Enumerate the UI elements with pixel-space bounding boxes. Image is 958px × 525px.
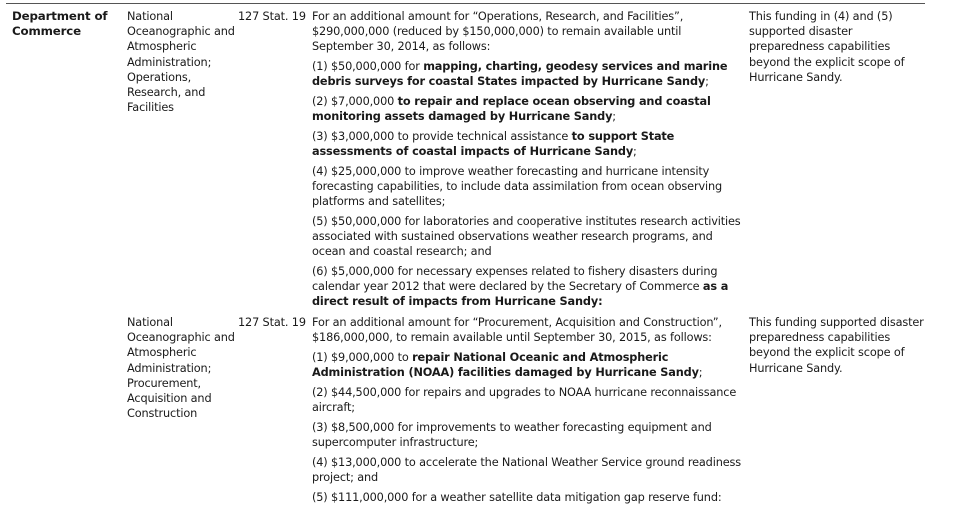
item-text: (1) $9,000,000 to: [312, 350, 413, 364]
table-row: [6, 4, 925, 310]
description-cell: [312, 9, 742, 314]
item-tail: ;: [633, 145, 637, 159]
description-item: [312, 420, 742, 450]
item-text: (5) $50,000,000 for laboratories and cooperative institutes research activities associated with sustained observations weather research programs, and ocean and coastal research; and: [312, 214, 741, 259]
description-item: [312, 59, 742, 89]
item-text: (3) $8,500,000 for improvements to weather forecasting equipment and supercomputer infrastructure;: [312, 420, 712, 449]
description-item: [312, 385, 742, 415]
item-text: (2) $7,000,000: [312, 95, 398, 109]
description-item: [312, 164, 742, 210]
description-item: [312, 490, 742, 505]
item-tail: ;: [698, 366, 703, 380]
item-tail: ;: [612, 110, 616, 124]
item-text: (4) $25,000,000 to improve weather forecasting and hurricane intensity forecasting capabilities, to include data assimilation from ocean observing platforms and satellites;: [312, 164, 722, 209]
description-item: [312, 129, 742, 159]
description-cell: [312, 315, 742, 509]
item-bold-text: to support State assessments of coastal impacts of Hurricane Sandy: [312, 129, 675, 159]
item-bold-text: mapping, charting, geodesy services and marine debris surveys for coastal States impacted by Hurricane Sandy: [312, 60, 728, 89]
description-item: [312, 455, 742, 485]
account-cell: National Oceanographic and Atmospheric Administration; Operations, Research, and Facilities: [127, 10, 235, 115]
table-row: [6, 310, 925, 510]
item-text: (4) $13,000,000 to accelerate the National Weather Service ground readiness project; and: [312, 455, 741, 484]
item-text: (2) $44,500,000 for repairs and upgrades to NOAA hurricane reconnaissance aircraft;: [312, 385, 737, 415]
item-bold-text: repair National Oceanic and Atmospheric Administration (NOAA) facilities damaged by Hurricane Sandy: [312, 350, 699, 380]
description-intro: For an additional amount for “Operations, Research, and Facilities”, $290,000,000 (reduced by $150,000,000) to remain available until September 30, 2014, as follows:: [312, 10, 684, 54]
note-cell: This funding supported disaster preparedness capabilities beyond the explicit scope of Hurricane Sandy.: [749, 316, 924, 375]
item-text: (1) $50,000,000 for: [312, 60, 424, 74]
appropriations-table: [6, 3, 925, 510]
description-item: [312, 94, 742, 124]
description-item: [312, 264, 742, 310]
item-text: (6) $5,000,000 for necessary expenses related to fishery disasters during calendar year 2012 that were declared by the Secretary of Commerce: [312, 265, 718, 294]
description-item: [312, 350, 742, 380]
item-bold-text: as a direct result of impacts from Hurricane Sandy:: [312, 280, 729, 309]
citation-cell: 127 Stat. 19: [238, 316, 306, 329]
department-cell: Department of Commerce: [12, 9, 108, 39]
description-intro: For an additional amount for “Procurement, Acquisition and Construction”, $186,000,000, to remain available until September 30, 2015, as follows:: [312, 316, 722, 345]
citation-cell: 127 Stat. 19: [238, 10, 306, 23]
description-item: [312, 214, 742, 260]
item-tail: ;: [705, 75, 709, 89]
item-text: (3) $3,000,000 to provide technical assistance: [312, 129, 572, 143]
item-text: (5) $111,000,000 for a weather satellite data mitigation gap reserve fund:: [312, 490, 722, 504]
account-cell: National Oceanographic and Atmospheric Administration; Procurement, Acquisition and Construction: [127, 316, 235, 421]
item-bold-text: to repair and replace ocean observing and coastal monitoring assets damaged by Hurricane Sandy: [312, 95, 711, 124]
note-cell: This funding in (4) and (5) supported disaster preparedness capabilities beyond the explicit scope of Hurricane Sandy.: [749, 10, 905, 84]
